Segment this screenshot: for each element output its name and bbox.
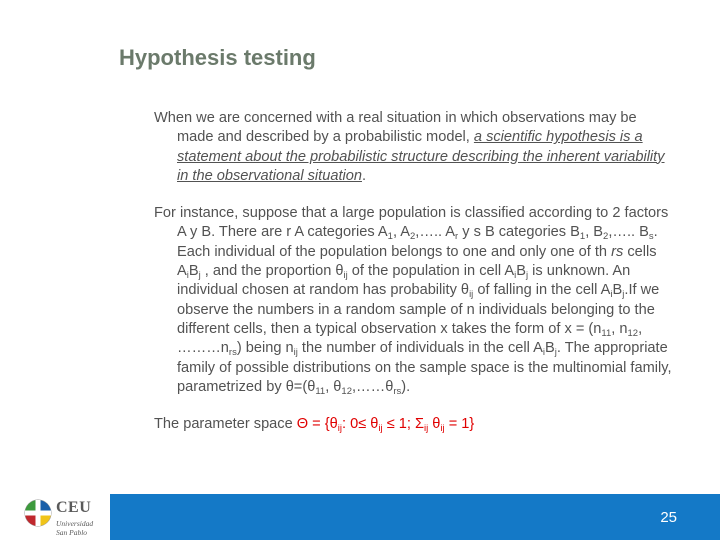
subscript: ij — [440, 423, 445, 435]
slide-footer — [0, 494, 720, 540]
subscript: ij — [293, 347, 298, 359]
footer-bar — [110, 494, 720, 540]
ceu-logo — [24, 499, 104, 539]
parameter-space-formula — [296, 416, 475, 435]
subscript: ij — [424, 423, 429, 435]
subscript: r — [455, 231, 459, 243]
paragraph-parameter-space — [154, 415, 674, 434]
text: , n — [611, 320, 628, 337]
subscript: i — [542, 347, 545, 359]
subscript: ij — [343, 270, 348, 282]
slide-title: Hypothesis testing — [119, 45, 316, 70]
subscript: 1 — [387, 231, 393, 243]
text: When we are concerned with a real situation in which observations may be made and described by a probabilistic model, — [154, 110, 637, 146]
text: ,……θ — [352, 378, 394, 395]
page-number: 25 — [660, 509, 677, 526]
subscript: i — [186, 270, 189, 282]
subscript: 12 — [341, 385, 352, 397]
slide-body — [154, 109, 674, 434]
subscript: j — [622, 289, 625, 301]
subscript: ij — [378, 423, 383, 435]
subscript: 11 — [315, 385, 326, 397]
text: , and the proportion θ — [200, 263, 344, 280]
logo-line-1: Universidad — [56, 519, 94, 528]
subscript: s — [648, 231, 654, 243]
subscript: j — [525, 270, 529, 282]
text: ,….. B — [608, 224, 649, 241]
subscript: ij — [469, 289, 474, 301]
formula-text: θ — [428, 416, 441, 433]
subscript: ij — [337, 423, 342, 435]
text: , θ — [325, 378, 342, 395]
formula-text: Θ = {θ — [296, 416, 338, 433]
subscript: 2 — [410, 231, 416, 243]
text: .If we observe the numbers in a random sample of n individuals belonging to the different cells, then a typical observation x takes the form of x = (n — [177, 282, 660, 337]
formula-text: : 0≤ θ — [342, 416, 379, 433]
text: , B — [585, 224, 604, 241]
text: is unknown. An individual chosen at random has probability θ — [177, 263, 631, 299]
text: the number of individuals in the cell A — [297, 340, 543, 357]
text: of the population in cell A — [347, 263, 515, 280]
subscript: j — [198, 270, 201, 282]
paragraph-scientific-hypothesis — [154, 109, 674, 186]
text: of falling in the cell A — [473, 282, 611, 299]
subscript: i — [610, 289, 613, 301]
text: , A — [392, 224, 410, 241]
text: . The appropriate family of possible distributions on the sample space is the multinomial family, parametrized by θ=(θ — [177, 340, 672, 395]
text: For instance, suppose that a large population is classified according to 2 factors A y B. There are r A categories A — [154, 205, 669, 241]
subscript: 11 — [601, 327, 612, 339]
formula-text: = 1} — [444, 416, 475, 433]
subscript: j — [554, 347, 557, 359]
university-crest-icon — [24, 499, 52, 527]
text: y s B categories B — [458, 224, 580, 241]
logo-line-2: San Pablo — [56, 528, 88, 537]
text: B — [612, 282, 623, 299]
text: cells A — [177, 243, 657, 280]
hypothesis-definition: a scientific hypothesis is a statement about the probabilistic structure describing the inherent variability in the observational situation — [177, 129, 665, 184]
paragraph-multinomial-example — [154, 204, 674, 397]
subscript: rs — [228, 347, 237, 359]
logo-wordmark: CEU — [56, 499, 92, 516]
text: ,….. A — [415, 224, 456, 241]
text: B — [544, 340, 555, 357]
subscript: rs — [393, 385, 402, 397]
text: B — [516, 263, 526, 280]
text: . — [361, 167, 367, 184]
text: B — [188, 263, 199, 280]
text: ) being n — [236, 340, 294, 357]
formula-text: ≤ 1; Σ — [382, 416, 425, 433]
subscript: 1 — [579, 231, 586, 243]
text: The parameter space — [154, 416, 297, 433]
subscript: 2 — [603, 231, 609, 243]
text: . Each individual of the population belongs to one and only one of th — [177, 224, 658, 260]
text: ). — [401, 378, 411, 395]
text: , ………n — [177, 320, 643, 357]
subscript: i — [514, 270, 517, 282]
italic-text: rs — [611, 243, 624, 260]
subscript: 12 — [627, 327, 639, 339]
